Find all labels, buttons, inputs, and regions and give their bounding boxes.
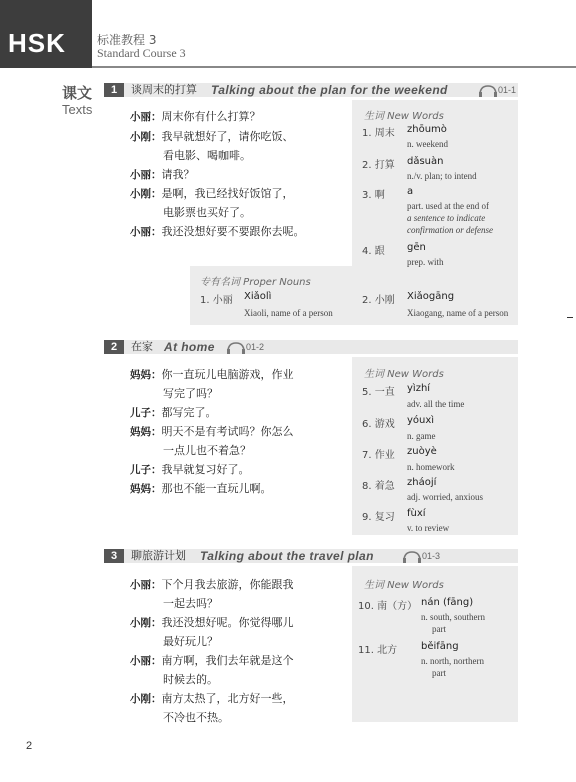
vocab-number-word: 9. 复习	[362, 512, 395, 523]
vocab-definition: prep. with	[407, 257, 444, 267]
dialogue-line: 不冷也不热。	[163, 711, 229, 724]
vocab-number-word: 4. 跟	[362, 246, 385, 257]
headphones-icon	[402, 551, 422, 563]
vocab-number-word: 11. 北方	[358, 645, 398, 656]
headphones-icon	[478, 85, 498, 97]
vocab-pinyin: běifāng	[421, 641, 459, 652]
side-label-en: Texts	[62, 102, 93, 117]
proper-noun-word: 2. 小刚	[362, 295, 395, 306]
dialogue-line: 妈妈：你一直玩儿电脑游戏，作业	[130, 368, 294, 381]
audio-track[interactable]	[402, 549, 440, 563]
section-title-zh: 在家	[131, 340, 153, 353]
vocab-definition: part	[432, 624, 446, 634]
dialogue-line: 小丽：请我？	[130, 168, 195, 181]
dialogue-line: 电影票也买好了。	[163, 206, 251, 219]
dialogue-line: 小丽：周末你有什么打算？	[130, 110, 261, 123]
dialogue-line: 时候去的。	[163, 673, 218, 686]
section-title-en: Talking about the travel plan	[200, 549, 374, 563]
dialogue-line: 儿子：我早就复习好了。	[130, 463, 250, 476]
audio-track-label: 01-2	[246, 342, 265, 352]
section-number: 1	[104, 83, 124, 97]
proper-noun-pinyin: Xiǎogāng	[407, 291, 455, 302]
audio-track[interactable]	[478, 83, 516, 97]
vocab-definition: adv. all the time	[407, 399, 465, 409]
section-title-en: Talking about the plan for the weekend	[211, 83, 448, 97]
vocab-pinyin: yìzhí	[407, 383, 431, 394]
vocab-number-word: 8. 着急	[362, 481, 395, 492]
vocab-definition: n./v. plan; to intend	[407, 171, 477, 181]
vocab-definition: n. game	[407, 431, 436, 441]
vocab-pinyin: a	[407, 186, 414, 197]
dialogue-line: 看电影、喝咖啡。	[163, 149, 251, 162]
proper-nouns-title: 专有名词 Proper Nouns	[200, 277, 311, 288]
vocab-definition: part. used at the end of	[407, 201, 489, 211]
proper-noun-definition: Xiaoli, name of a person	[244, 308, 333, 318]
vocab-number-word: 2. 打算	[362, 160, 395, 171]
dialogue-line: 小丽：我还没想好要不要跟你去呢。	[130, 225, 305, 238]
page-number: 2	[26, 740, 33, 752]
section-title-en: At home	[164, 340, 215, 354]
vocab-pinyin: gēn	[407, 242, 426, 253]
proper-noun-pinyin: Xiǎolì	[244, 291, 272, 302]
side-label-zh: 课文	[62, 84, 93, 102]
vocab-title: 生词 New Words	[364, 369, 444, 380]
hsk-logo: HSK	[8, 28, 66, 58]
dialogue-line: 写完了吗？	[163, 387, 218, 400]
audio-track[interactable]	[226, 340, 264, 354]
book-title-en: Standard Course 3	[97, 46, 186, 60]
dialogue-line: 一起去吗？	[163, 597, 218, 610]
audio-track-label: 01-3	[422, 551, 441, 561]
vocab-pinyin: dǎsuàn	[407, 156, 444, 167]
dialogue-line: 妈妈：那也不能一直玩儿啊。	[130, 482, 272, 495]
section-number: 3	[104, 549, 124, 563]
vocab-definition: n. north, northern	[421, 656, 484, 666]
header-divider	[92, 66, 576, 68]
vocab-title: 生词 New Words	[364, 580, 444, 591]
vocab-pinyin: zháojí	[407, 477, 437, 488]
dialogue-line: 小刚：南方太热了，北方好一些，	[130, 692, 294, 705]
vocab-pinyin: fùxí	[407, 508, 426, 519]
vocab-pinyin: zhōumò	[407, 124, 447, 135]
dialogue-line: 小刚：我还没想好呢。你觉得哪儿	[130, 616, 294, 629]
vocab-definition: a sentence to indicate	[407, 213, 486, 223]
vocab-number-word: 7. 作业	[362, 450, 395, 461]
vocab-definition: adj. worried, anxious	[407, 492, 483, 502]
dialogue-line: 小丽：下个月我去旅游，你能跟我	[130, 578, 294, 591]
dialogue-line: 小刚：是啊，我已经找好饭馆了，	[130, 187, 294, 200]
vocab-number-word: 6. 游戏	[362, 419, 395, 430]
headphones-icon	[226, 342, 246, 354]
section-title-zh: 谈周末的打算	[131, 83, 197, 96]
vocab-pinyin: zuòyè	[407, 446, 437, 457]
vocab-pinyin: nán (fāng)	[421, 597, 474, 608]
vocab-definition: n. south, southern	[421, 612, 485, 622]
vocab-definition: v. to review	[407, 523, 450, 533]
vocab-number-word: 1. 周末	[362, 128, 395, 139]
vocab-definition: confirmation or defense	[407, 225, 493, 235]
vocab-definition: part	[432, 668, 446, 678]
dialogue-line: 最好玩儿？	[163, 635, 218, 648]
vocab-number-word: 3. 啊	[362, 190, 385, 201]
proper-noun-definition: Xiaogang, name of a person	[407, 308, 509, 318]
margin-mark	[567, 317, 573, 318]
section-title-zh: 聊旅游计划	[131, 549, 186, 562]
vocab-title: 生词 New Words	[364, 111, 444, 122]
dialogue-line: 小丽：南方啊，我们去年就是这个	[130, 654, 294, 667]
vocab-definition: n. homework	[407, 462, 455, 472]
dialogue-line: 一点儿也不着急？	[163, 444, 251, 457]
vocab-number-word: 10. 南（方）	[358, 601, 418, 612]
vocab-definition: n. weekend	[407, 139, 448, 149]
proper-noun-word: 1. 小丽	[200, 295, 233, 306]
vocab-pinyin: yóuxì	[407, 415, 435, 426]
dialogue-line: 儿子：都写完了。	[130, 406, 217, 419]
dialogue-line: 妈妈：明天不是有考试吗？你怎么	[130, 425, 294, 438]
book-title-zh: 标准教程 3	[97, 33, 157, 47]
dialogue-line: 小刚：我早就想好了，请你吃饭、	[130, 130, 294, 143]
section-number: 2	[104, 340, 124, 354]
vocab-number-word: 5. 一直	[362, 387, 395, 398]
audio-track-label: 01-1	[498, 85, 517, 95]
